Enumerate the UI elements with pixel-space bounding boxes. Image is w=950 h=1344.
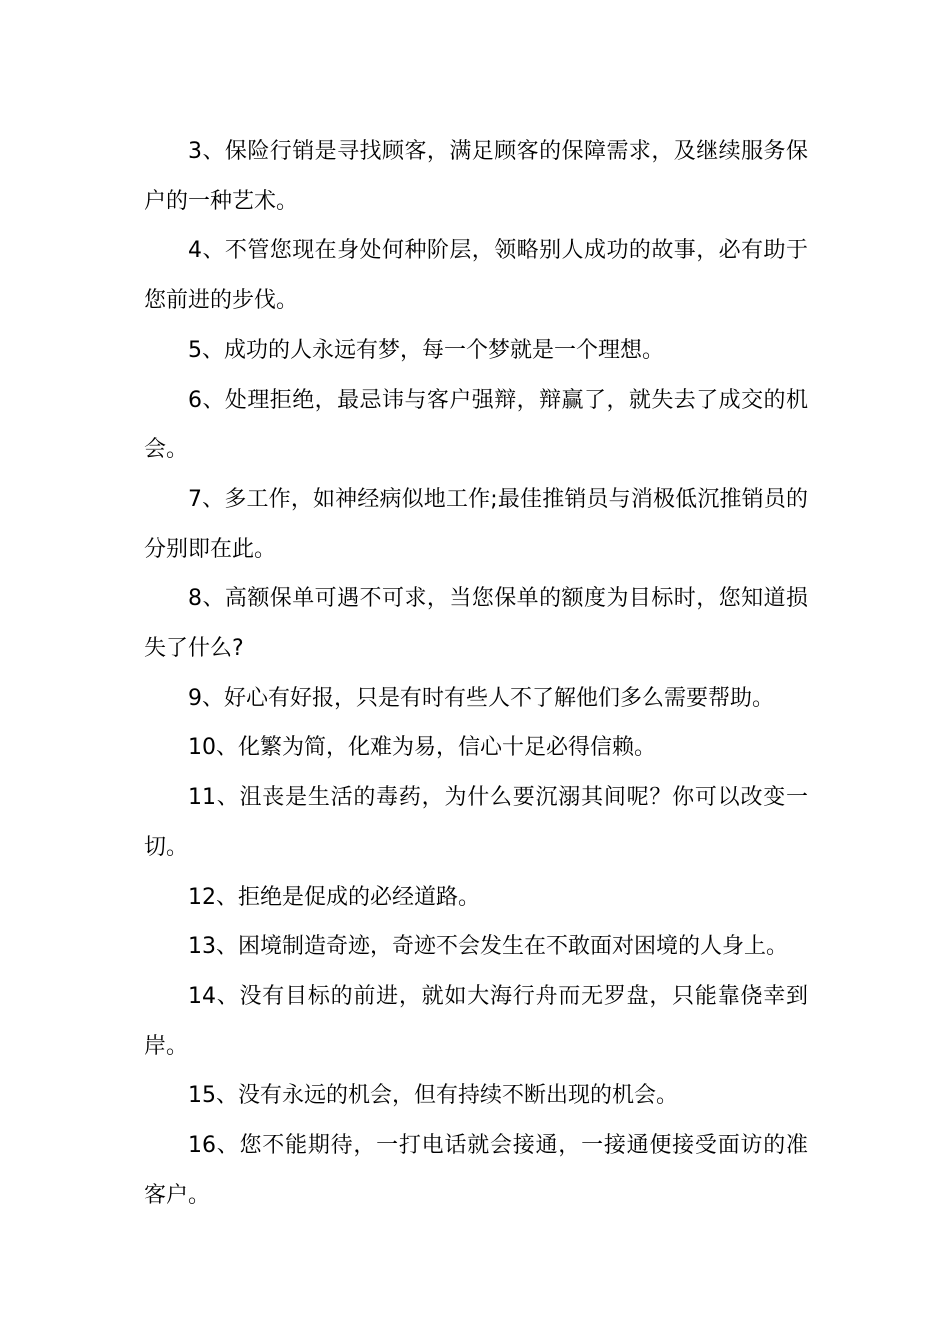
paragraph-13: 13、困境制造奇迹，奇迹不会发生在不敢面对困境的人身上。 [188,934,788,960]
paragraph-4: 4、不管您现在身处何种阶层，领略别人成功的故事，必有助于您前进的步伐。 [144,238,808,314]
paragraph-16: 16、您不能期待，一打电话就会接通，一接通便接受面访的准客户。 [144,1133,808,1208]
paragraph-5: 5、成功的人永远有梦，每一个梦就是一个理想。 [188,337,664,363]
paragraph-6: 6、处理拒绝，最忌讳与客户强辩，辩赢了，就失去了成交的机会。 [144,387,808,463]
paragraph-14: 14、没有目标的前进，就如大海行舟而无罗盘，只能靠侥幸到岸。 [144,983,808,1059]
document-body [144,127,808,1220]
paragraph-3: 3、保险行销是寻找顾客，满足顾客的保障需求，及继续服务保户的一种艺术。 [144,139,808,214]
paragraph-15: 15、没有永远的机会，但有持续不断出现的机会。 [188,1083,678,1109]
paragraph-9: 9、好心有好报，只是有时有些人不了解他们多么需要帮助。 [188,685,774,711]
paragraph-8: 8、高额保单可遇不可求，当您保单的额度为目标时，您知道损失了什么? [144,586,808,662]
paragraph-11: 11、沮丧是生活的毒药，为什么要沉溺其间呢？你可以改变一切。 [144,785,808,860]
paragraph-10: 10、化繁为简，化难为易，信心十足必得信赖。 [188,735,656,761]
paragraph-7: 7、多工作，如神经病似地工作;最佳推销员与消极低沉推销员的分别即在此。 [144,486,808,562]
paragraph-12: 12、拒绝是促成的必经道路。 [188,884,480,910]
